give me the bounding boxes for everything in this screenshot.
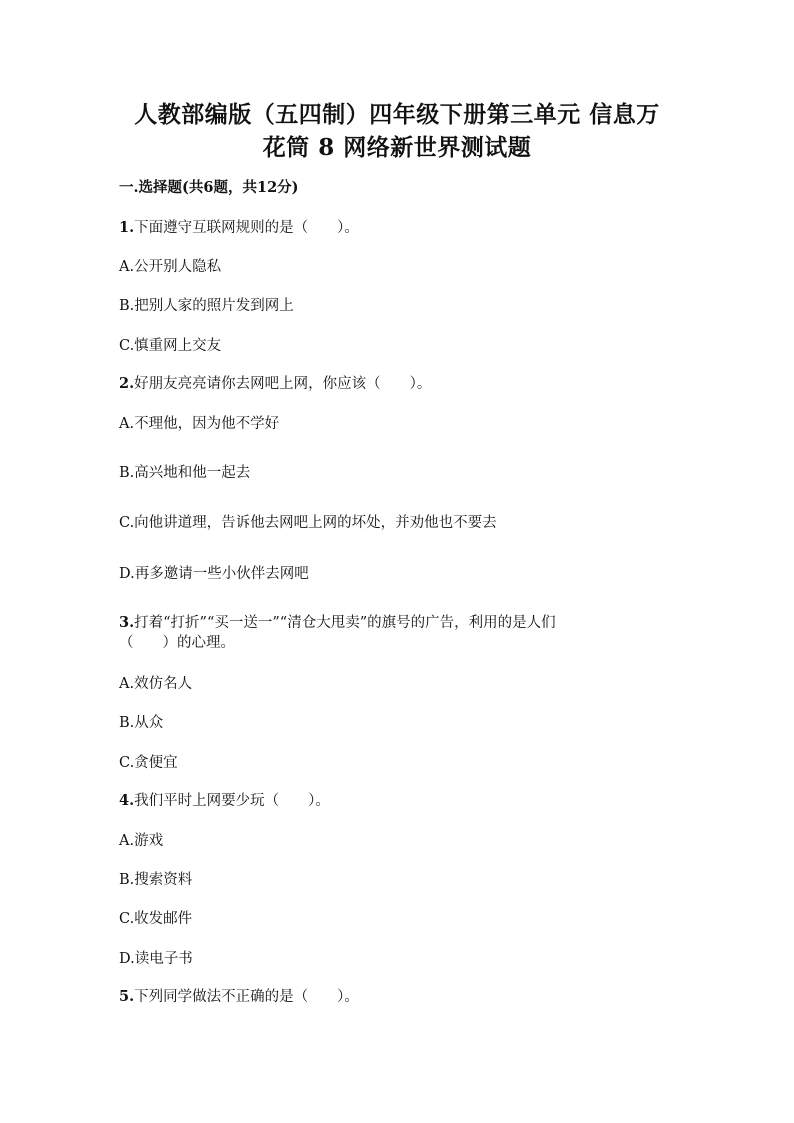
question-stem: 好朋友亮亮请你去网吧上网，你应该（ ）。 [134, 376, 432, 392]
question-3 [119, 613, 556, 633]
option-1a: A.公开别人隐私 [119, 259, 222, 275]
question-4 [119, 791, 330, 811]
option-3a: A.效仿名人 [119, 676, 193, 692]
option-4d: D.读电子书 [119, 951, 193, 967]
question-1 [119, 218, 359, 238]
question-stem: 我们平时上网要少玩（ ）。 [134, 793, 330, 809]
question-stem: 下列同学做法不正确的是（ ）。 [134, 989, 359, 1005]
question-number: 3. [119, 614, 135, 631]
option-4b: B.搜索资料 [119, 872, 193, 888]
option-2c: C.向他讲道理，告诉他去网吧上网的坏处，并劝他也不要去 [119, 515, 497, 531]
question-5 [119, 987, 359, 1007]
question-number: 1. [119, 219, 135, 236]
option-1c: C.慎重网上交友 [119, 338, 222, 354]
option-4a: A.游戏 [119, 833, 164, 849]
question-number: 4. [119, 792, 135, 809]
option-2d: D.再多邀请一些小伙伴去网吧 [119, 566, 309, 582]
question-stem: 打着“打折”“买一送一”“清仓大甩卖”的旗号的广告，利用的是人们 [134, 615, 556, 631]
question-number: 5. [119, 988, 135, 1005]
option-4c: C.收发邮件 [119, 911, 193, 927]
option-3b: B.从众 [119, 715, 164, 731]
document-title-line-2: 花筒 8 网络新世界测试题 [262, 134, 532, 161]
document-title-line-1: 人教部编版（五四制）四年级下册第三单元 信息万 [134, 101, 660, 128]
question-number: 2. [119, 375, 135, 392]
option-1b: B.把别人家的照片发到网上 [119, 298, 294, 314]
question-2 [119, 374, 431, 394]
question-stem: 下面遵守互联网规则的是（ ）。 [134, 220, 359, 236]
option-2b: B.高兴地和他一起去 [119, 465, 251, 481]
option-3c: C.贪便宜 [119, 755, 178, 771]
section-heading: 一.选择题(共6题，共12分) [119, 179, 299, 196]
option-2a: A.不理他，因为他不学好 [119, 416, 280, 432]
question-3-continuation: （ ）的心理。 [119, 635, 235, 651]
